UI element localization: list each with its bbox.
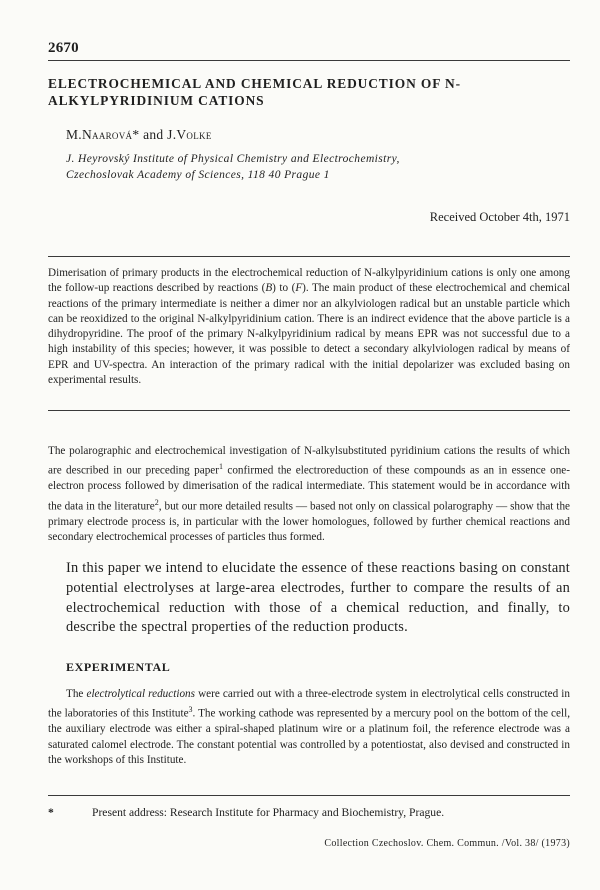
abstract-bottom-rule xyxy=(48,410,570,411)
affiliation-line: J. Heyrovský Institute of Physical Chemistry and Electrochemistry, xyxy=(66,153,400,165)
journal-footer: Collection Czechoslov. Chem. Commun. /Vol. 38/ (1973) xyxy=(324,838,570,849)
affiliation-line: Czechoslovak Academy of Sciences, 118 40 Prague 1 xyxy=(66,169,330,181)
footnote-mark: * xyxy=(48,806,54,819)
received-date: Received October 4th, 1971 xyxy=(429,210,570,224)
footnote-text: Present address: Research Institute for Pharmacy and Biochemistry, Prague. xyxy=(92,806,445,819)
authors xyxy=(66,127,212,143)
section-heading: EXPERIMENTAL xyxy=(66,660,171,674)
author-initial: J. xyxy=(167,127,177,142)
author-surname: Volke xyxy=(176,127,212,142)
page-number: 2670 xyxy=(48,40,79,56)
abstract-top-rule xyxy=(48,256,570,257)
abstract: Dimerisation of primary products in the electrochemical reduction of N-alkylpyridinium cations is only one among the follow-up reactions described by reactions (B) to (F). The main product of these electrochemical and chemical reactions of the primary intermediate is neither a dimer nor an alkylviologen radical but an unstable particle which can be reoxidized to the original N-alkylpyridinium cation. There is an indirect evidence that the above particle is a dihydropyridine. The proof of the primary N-alkylpyridinium radical by means EPR was not successful due to a high instability of this species; however, it was possible to detect a secondary alkylviologen radical by means of EPR and UV-spectra. An interaction of the primary radical with the initial depolarizer was excluded basing on experimental results. xyxy=(48,267,571,387)
author-initial: M. xyxy=(66,127,82,142)
experimental-paragraph: The electrolytical reductions were carried out with a three-electrode system in electrolytical cells constructed in the laboratories of this Institute$^3$. The working cathode was represented by a mercury pool on the bottom of the cell, the auxiliary electrode was either a spiral-shaped platinum wire or a platinum foil, the reference electrode was a saturated calomel electrode. The constant potential was controlled by a potentiostat, also devised and constructed in the workshops of this Institute. xyxy=(48,688,570,766)
header-rule xyxy=(48,60,570,61)
author-surname: Naarová xyxy=(81,127,133,142)
author-mark: * and xyxy=(132,127,168,142)
footnote-rule xyxy=(48,795,570,796)
intro-paragraph: The polarographic and electrochemical investigation of N-alkylsubstituted pyridinium cations the results of which are described in our preceding paper$^1$ confirmed the electroreduction of these compounds as an in essence one-electron process followed by dimerisation of the radical intermediate. This statement would be in accordance with the data in the literature$^2$, but our more detailed results — based not only on classical polarography — show that the primary electrode process is, in particular with the lower homologues, followed by further chemical reactions and secondary electrochemical processes of particles thus formed. xyxy=(48,445,570,543)
aim-paragraph: In this paper we intend to elucidate the essence of these reactions basing on constant potential electrolyses at large-area electrodes, further to compare the results of an electrochemical reduction with those of a chemical reduction, and finally, to describe the spectral properties of the reduction products. xyxy=(66,560,570,636)
paper-title: ELECTROCHEMICAL AND CHEMICAL REDUCTION OF N-ALKYLPYRIDINIUM CATIONS xyxy=(48,76,461,108)
affiliation xyxy=(66,151,400,183)
footnote xyxy=(48,806,444,819)
